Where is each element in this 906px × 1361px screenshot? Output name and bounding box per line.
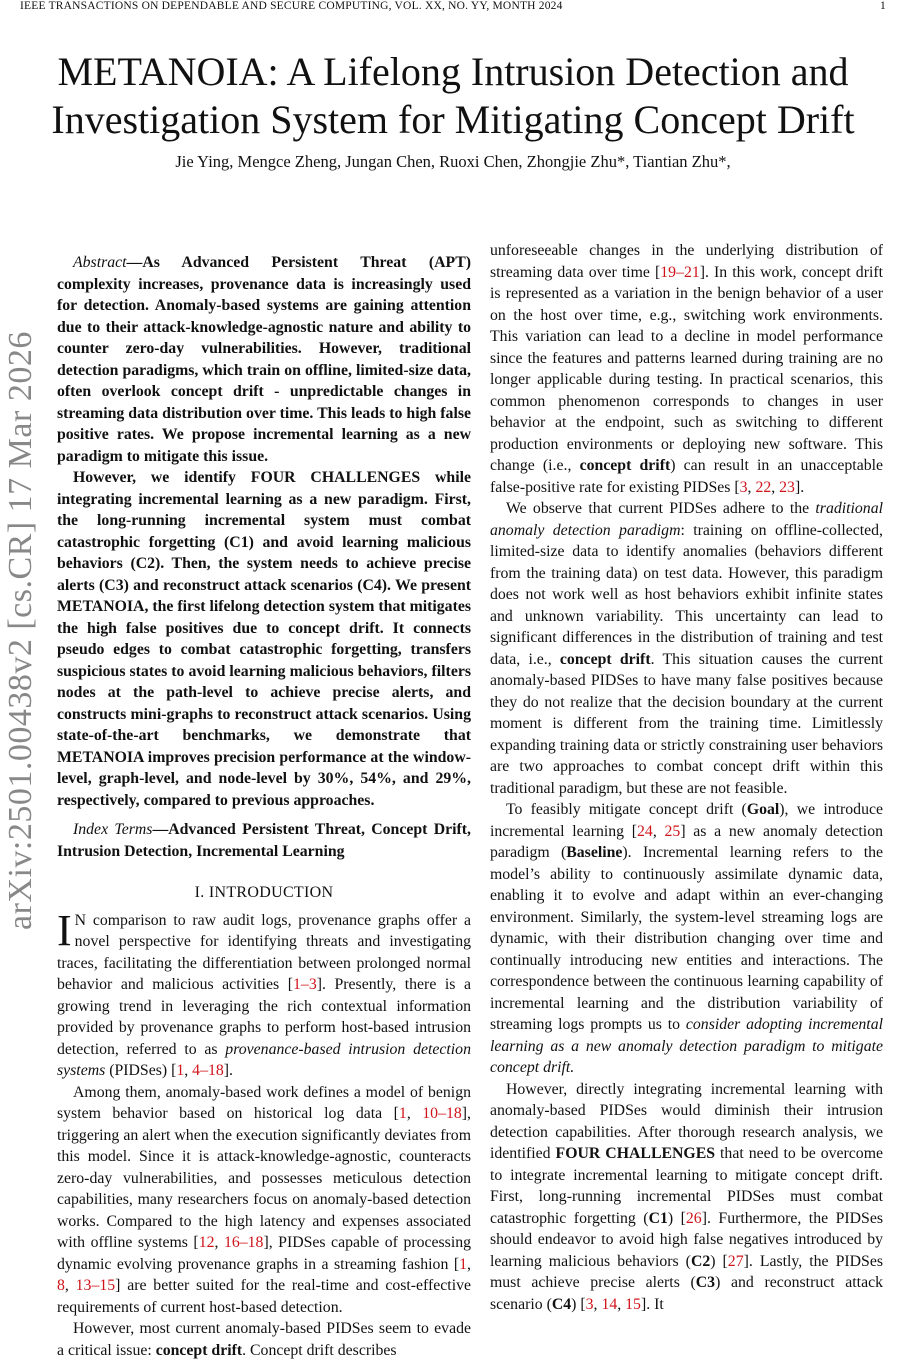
citation-link[interactable]: 26 <box>685 1209 702 1227</box>
text-run: ]. Presently, there is a growing trend in leveraging the rich contextual information provided by provenance graphs to perform host-based intrusion detection, referred to as <box>57 976 471 1058</box>
body-paragraph <box>490 240 883 498</box>
text-run: ]. <box>223 1062 233 1079</box>
citation-link[interactable]: 12 <box>198 1234 215 1251</box>
bold-text: FOUR CHALLENGES <box>555 1145 716 1162</box>
paper-title: METANOIA: A Lifelong Intrusion Detection and Investigation System for Mitigating Concept Drift <box>51 49 855 142</box>
text-run: However, we identify FOUR CHALLENGES while integrating incremental learning as a new paradigm. First, the long-running incremental system must combat catastrophic forgetting (C1) and avoid learning malicious behaviors (C2). Then, the system needs to achieve precise alerts (C3) and reconstruct attack scenarios (C4). We present METANOIA, the first lifelong detection system that mitigates the high false positives due to concept drift. It connects pseudo edges to combat catastrophic forgetting, transfers suspicious states to avoid learning malicious behaviors, filters nodes at the path-level to achieve precise alerts, and constructs mini-graphs to reconstruct attack scenarios. Using state-of-the-art benchmarks, we demonstrate that METANOIA improves precision performance at the window-level, graph-level, and node-level by 30%, 54%, and 29%, respectively, compared to previous approaches. <box>57 469 471 809</box>
text-run: , <box>771 478 780 496</box>
bold-text: concept drift <box>155 1341 243 1359</box>
running-header <box>20 0 886 12</box>
citation-link[interactable]: 1 <box>459 1255 468 1273</box>
text-run: ) can result in an unacceptable false-positive rate for existing PIDSes [ <box>490 457 883 496</box>
text-run: , <box>593 1295 602 1313</box>
text-run: , <box>406 1105 423 1122</box>
text-run: ], PIDSes capable of processing dynamic evolving provenance graphs in a streaming fashion [ <box>57 1234 472 1273</box>
bold-text: C3 <box>695 1274 716 1291</box>
citation-link[interactable]: 25 <box>664 822 681 840</box>
text-run: ]. Furthermore, the PIDSes should endeavor to avoid high false negatives introduced by learning malicious behaviors ( <box>490 1209 883 1270</box>
text-run: , <box>617 1295 626 1313</box>
abstract-paragraph <box>57 252 471 467</box>
citation-link[interactable]: 15 <box>625 1295 641 1313</box>
citation-link[interactable]: 8 <box>57 1277 65 1294</box>
citation-link[interactable]: 10–18 <box>422 1105 462 1122</box>
body-paragraph <box>490 1079 883 1316</box>
bold-text: Goal <box>746 801 780 818</box>
text-run: ), we introduce incremental learning [ <box>490 801 883 840</box>
text-run: —As Advanced Persistent Threat (APT) complexity increases, provenance data is increasingly used for detection. Anomaly-based systems are gaining attention due to their attack-knowledge-agnostic nature and ability to counter zero-day vulnerabilities. However, traditional detection paradigms, which train on offline, limited-size data, often overlook concept drift - unpredictable changes in streaming data distribution over time. This leads to high false positive rates. We propose incremental learning as a new paradigm to mitigate this issue. <box>57 254 471 465</box>
text-run: However, directly integrating incremental learning with anomaly-based PIDSes would diminish their intrusion detection capabilities. After thorough research analysis, we identified <box>490 1080 883 1162</box>
text-run: ] are better suited for the real-time and cost-effective requirements of current host-based detection. <box>57 1277 471 1316</box>
text-run: However, most current anomaly-based PIDSes seem to evade a critical issue: <box>57 1320 471 1359</box>
text-run: : training on offline-collected, limited-size data to identify anomalies (behaviors different from the training data) on test data. However, this paradigm does not work well as host behaviors exhibit infinite states and unknown variability. This uncertainty can lead to significant differences in the distribution of training and test data, i.e., <box>490 521 883 668</box>
author-list: Jie Ying, Mengce Zheng, Jungan Chen, Ruoxi Chen, Zhongjie Zhu*, Tiantian Zhu*, <box>175 152 731 171</box>
citation-link[interactable]: 1 <box>176 1062 185 1079</box>
text-run: N comparison to raw audit logs, provenance graphs offer a novel perspective for identifying threats and investigating traces, facilitating the differentiation between prolonged normal behavior and malicious activities [ <box>57 911 471 993</box>
italic-text: consider adopting incremental learning as a new anomaly detection paradigm to mitigate concept drift. <box>490 1016 883 1076</box>
text-run: ]. <box>794 478 805 496</box>
text-run: , <box>184 1062 193 1079</box>
text-run: , <box>652 822 665 840</box>
text-run: To feasibly mitigate concept drift ( <box>506 801 747 818</box>
body-paragraph <box>57 905 471 1082</box>
text-run: —Advanced Persistent Threat, Concept Drift, Intrusion Detection, Incremental Learning <box>57 821 471 860</box>
italic-text: Index Terms <box>73 821 153 838</box>
section-heading: I. INTRODUCTION <box>194 884 334 901</box>
text-run: ] as a new anomaly detection paradigm ( <box>490 822 883 861</box>
text-run: unforeseeable changes in the underlying distribution of streaming data over time [ <box>490 242 883 281</box>
text-run: ) and reconstruct attack scenario ( <box>490 1274 883 1313</box>
text-run: ]. It <box>640 1295 664 1313</box>
citation-link[interactable]: 27 <box>727 1252 744 1270</box>
citation-link[interactable]: 23 <box>779 478 795 496</box>
arxiv-stamp: arXiv:2501.00438v2 [cs.CR] 17 Mar 2026 <box>2 331 39 930</box>
bold-text: concept drift <box>559 650 651 668</box>
journal-name: IEEE TRANSACTIONS ON DEPENDABLE AND SECURE COMPUTING, VOL. XX, NO. YY, MONTH 2024 <box>20 0 563 12</box>
citation-link[interactable]: 19–21 <box>660 263 700 281</box>
citation-link[interactable]: 3 <box>585 1295 594 1313</box>
bold-text: concept drift <box>579 457 671 474</box>
bold-text: Baseline <box>566 844 623 861</box>
citation-link[interactable]: 13–15 <box>75 1277 116 1294</box>
bold-text: C4 <box>551 1295 572 1313</box>
body-paragraph <box>490 498 883 799</box>
citation-link[interactable]: 24 <box>637 822 653 840</box>
text-run: . This situation causes the current anomaly-based PIDSes to have many false positives because they do not realize that the decision boundary at the current moment is different from the training time. Limitlessly expanding training data or strictly constraining user behaviors are two approaches to combat concept drift within this traditional paradigm, but these are not feasible. <box>490 650 883 797</box>
citation-link[interactable]: 3 <box>739 478 748 496</box>
bold-text: C1 <box>648 1209 668 1227</box>
text-run: , <box>747 478 756 496</box>
text-run: (PIDSes) [ <box>105 1062 177 1079</box>
text-run: that need to be overcome to integrate incremental learning to mitigate concept drift. First, long-running incremental PIDSes must combat catastrophic forgetting ( <box>490 1145 884 1227</box>
text-run: ) [ <box>571 1295 586 1313</box>
italic-text: provenance-based intrusion detection systems <box>57 1040 471 1079</box>
abstract-paragraph <box>57 819 471 862</box>
right-column <box>490 240 883 1315</box>
body-paragraph <box>57 1318 471 1361</box>
drop-cap: I <box>57 905 72 955</box>
text-run: , <box>214 1234 224 1251</box>
text-run: . Concept drift describes <box>242 1341 397 1359</box>
text-run: , <box>64 1277 76 1294</box>
abstract-paragraph <box>57 467 471 811</box>
citation-link[interactable]: 22 <box>755 478 772 496</box>
bold-text: C2 <box>690 1252 711 1270</box>
text-run: ) [ <box>667 1209 686 1227</box>
left-column <box>57 252 471 1361</box>
text-run: Among them, anomaly-based work defines a model of benign system behavior based on historical log data [ <box>57 1083 471 1122</box>
text-run: ) [ <box>710 1252 728 1270</box>
italic-text: Abstract <box>73 254 127 271</box>
italic-text: traditional anomaly detection paradigm <box>490 500 883 539</box>
text-run: , <box>467 1255 471 1273</box>
citation-link[interactable]: 16–18 <box>223 1234 264 1251</box>
text-run: ). Incremental learning refers to the model’s ability to continuously assimilate dynamic data, enabling it to evolve and adapt within an ever-changing environment. Similarly, the system-level streaming logs are dynamic, with their distribution changing over time and continually introducing new entities and interactions. The correspondence between the continuous learning capability of incremental learning and the distribution variability of streaming logs prompts us to <box>490 844 883 1033</box>
text-run: ], triggering an alert when the execution significantly deviates from this model. Since it is attack-knowledge-agnostic, counteracts zero-day vulnerabilities, and possesses meticulous detection capabilities, many researchers focus on anomaly-based detection works. Compared to the high latency and expenses associated with offline systems [ <box>57 1105 471 1251</box>
text-run: We observe that current PIDSes adhere to the <box>506 500 816 517</box>
citation-link[interactable]: 1 <box>398 1105 407 1122</box>
citation-link[interactable]: 4–18 <box>192 1062 224 1079</box>
text-run: ]. Lastly, the PIDSes must achieve precise alerts ( <box>490 1252 883 1291</box>
citation-link[interactable]: 1–3 <box>293 976 317 993</box>
text-run: ]. In this work, concept drift is represented as a variation in the benign behavior of a user on the host over time, e.g., switching work environments. This variation can lead to a decline in model performance since the features and patterns learned during training are no longer applicable during testing. In practical scenarios, this common phenomenon corresponds to changes in user behavior at the endpoint, such as switching to different production environments or deploying new software. This change (i.e., <box>490 263 883 474</box>
citation-link[interactable]: 14 <box>601 1295 618 1313</box>
page-number: 1 <box>880 0 886 12</box>
body-paragraph <box>490 799 883 1079</box>
